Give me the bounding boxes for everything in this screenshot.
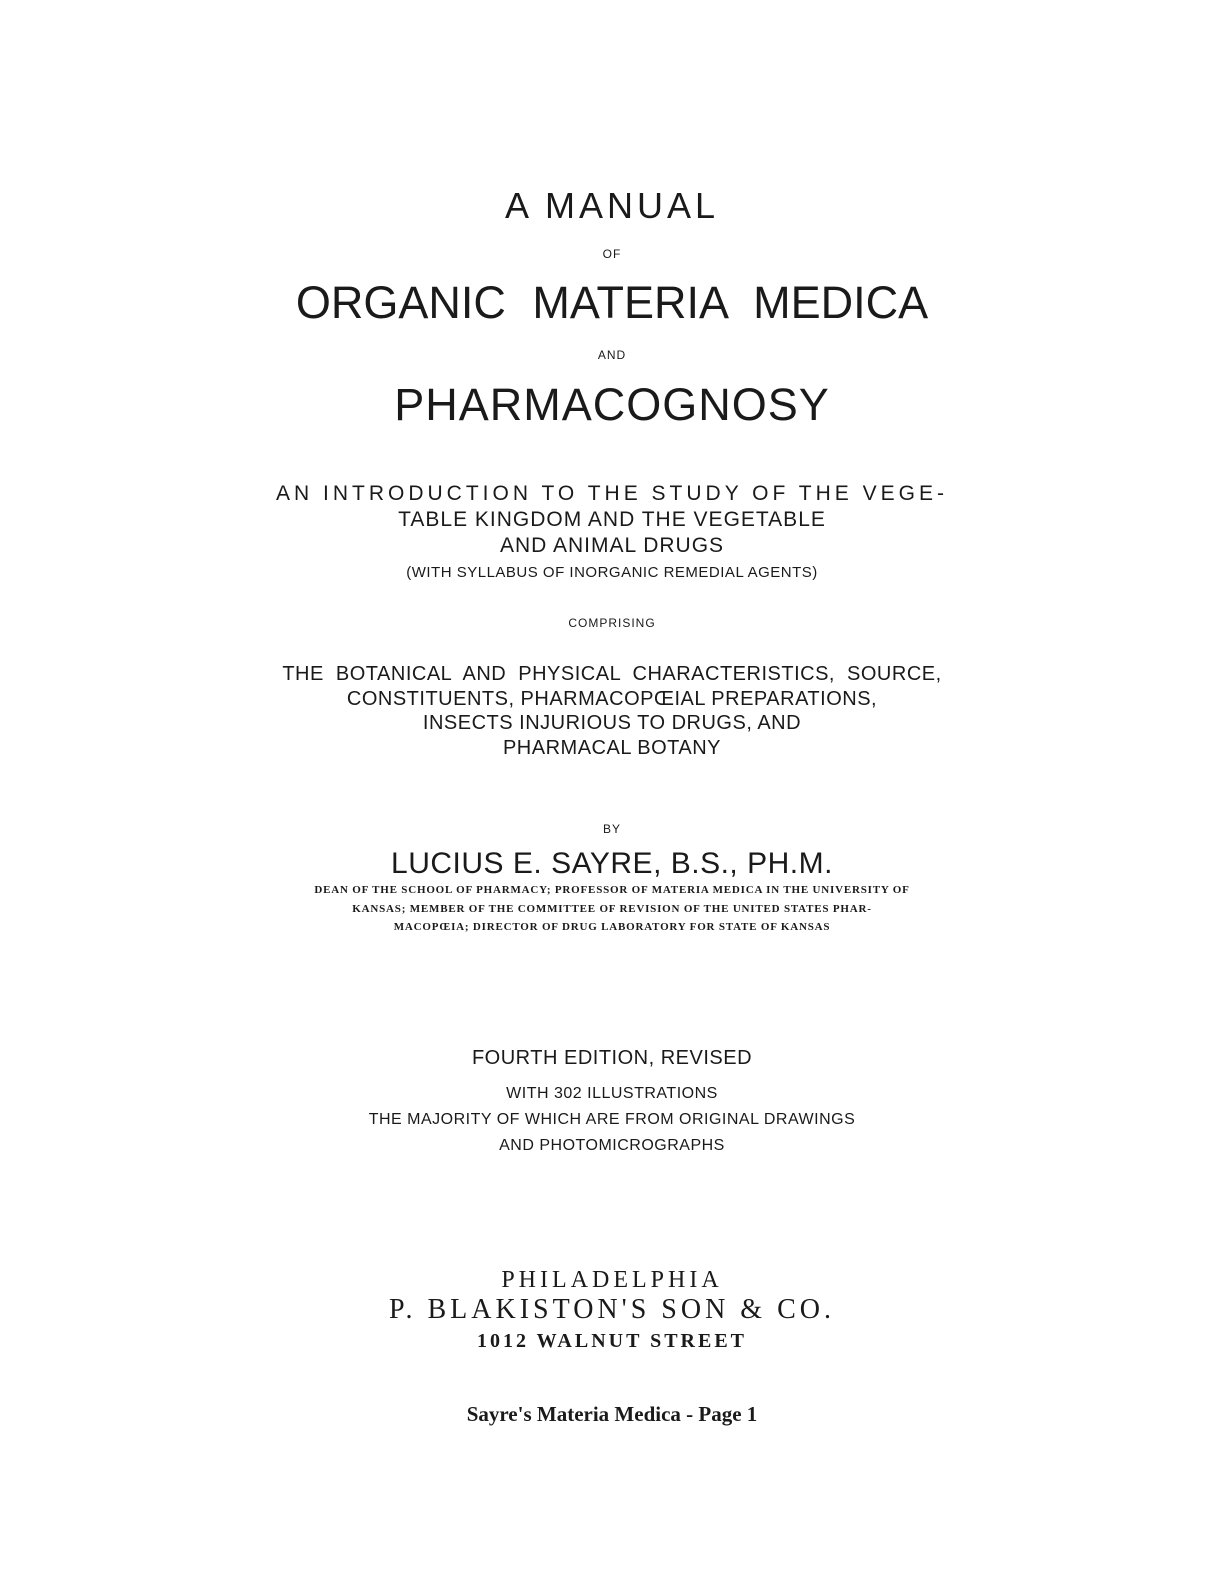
author-description-line-1: DEAN OF THE SCHOOL OF PHARMACY; PROFESSOR OF MATERIA MEDICA IN THE UNIVERSITY OF bbox=[314, 884, 910, 896]
comprising-label: COMPRISING bbox=[568, 616, 656, 630]
comprising-line-3: INSECTS INJURIOUS TO DRUGS, AND bbox=[422, 712, 802, 734]
comprising-line-4: PHARMACAL BOTANY bbox=[502, 737, 722, 759]
publisher-name: P. BLAKISTON'S SON & CO. bbox=[389, 1294, 835, 1325]
title-of: OF bbox=[602, 247, 622, 261]
author-by: BY bbox=[602, 822, 621, 836]
subtitle-line-3: AND ANIMAL DRUGS bbox=[499, 534, 725, 557]
edition-line-2: WITH 302 ILLUSTRATIONS bbox=[506, 1085, 718, 1102]
edition-line-4: AND PHOTOMICROGRAPHS bbox=[499, 1137, 725, 1154]
comprising-line-2: CONSTITUENTS, PHARMACOPŒIAL PREPARATIONS, bbox=[346, 688, 878, 710]
author-description-line-3: MACOPŒIA; DIRECTOR OF DRUG LABORATORY FOR STATE OF KANSAS bbox=[393, 921, 831, 933]
edition-line-1: FOURTH EDITION, REVISED bbox=[471, 1047, 753, 1069]
author-name: LUCIUS E. SAYRE, B.S., PH.M. bbox=[391, 847, 833, 880]
publisher-address: 1012 WALNUT STREET bbox=[477, 1330, 747, 1352]
edition-line-3: THE MAJORITY OF WHICH ARE FROM ORIGINAL DRAWINGS bbox=[368, 1111, 856, 1128]
title-pharmacognosy: PHARMACOGNOSY bbox=[394, 379, 830, 430]
title-a-manual: A MANUAL bbox=[504, 185, 720, 226]
publisher-city: PHILADELPHIA bbox=[501, 1267, 723, 1293]
title-and: AND bbox=[597, 348, 627, 362]
subtitle-line-1: AN INTRODUCTION TO THE STUDY OF THE VEGE- bbox=[276, 482, 948, 505]
title-organic-materia-medica: ORGANIC MATERIA MEDICA bbox=[295, 277, 929, 328]
page-footer: Sayre's Materia Medica - Page 1 bbox=[466, 1402, 758, 1426]
comprising-line-1: THE BOTANICAL AND PHYSICAL CHARACTERISTICS, SOURCE, bbox=[282, 663, 942, 685]
subtitle-line-4: (WITH SYLLABUS OF INORGANIC REMEDIAL AGENTS) bbox=[406, 564, 818, 581]
author-description-line-2: KANSAS; MEMBER OF THE COMMITTEE OF REVISION OF THE UNITED STATES PHAR- bbox=[352, 903, 872, 915]
subtitle-line-2: TABLE KINGDOM AND THE VEGETABLE bbox=[398, 508, 826, 531]
